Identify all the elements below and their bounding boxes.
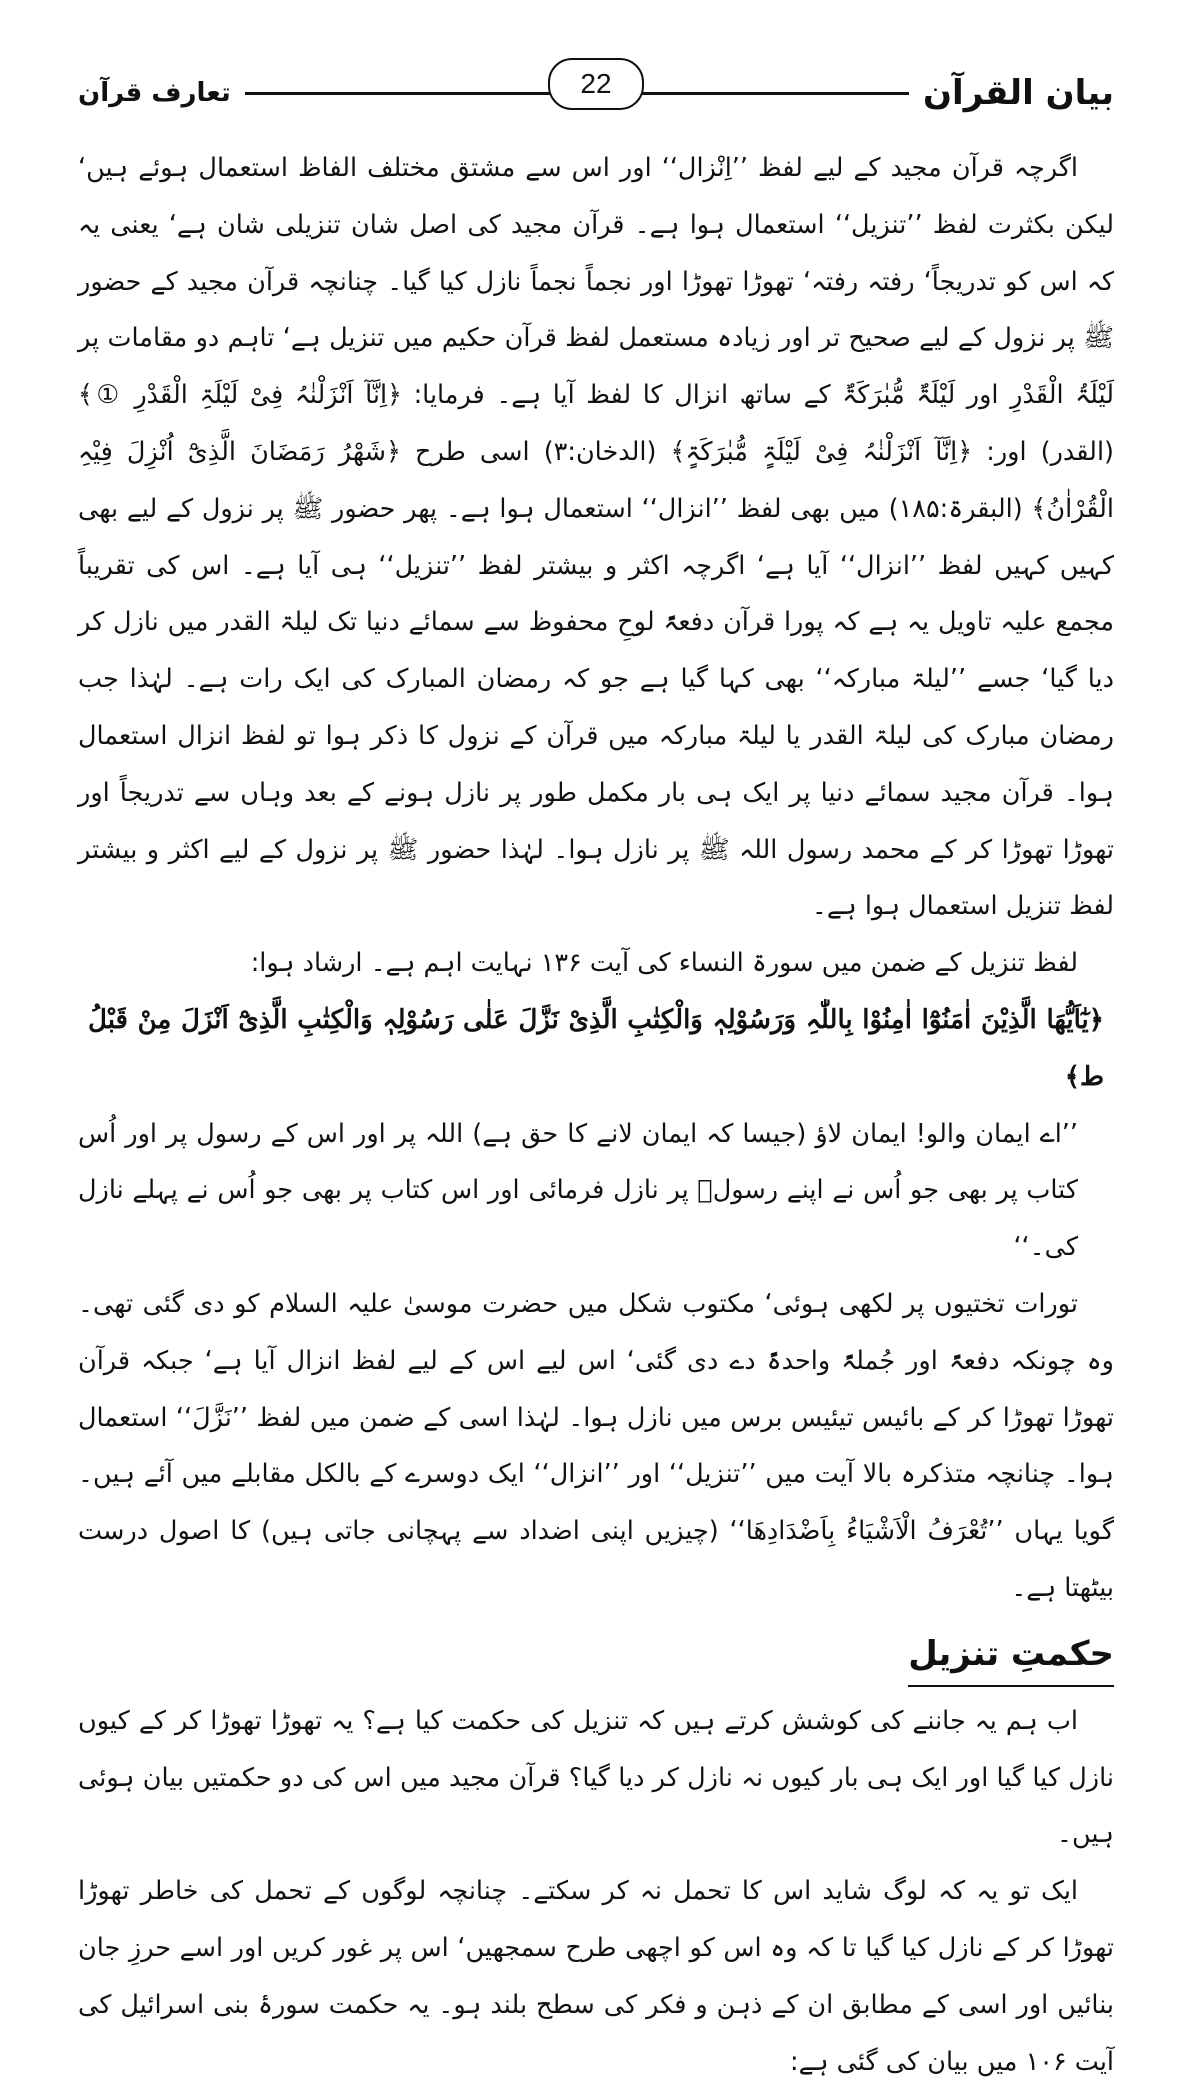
page-number: 22 xyxy=(548,58,644,110)
chapter-title: تعارف قرآن xyxy=(78,78,231,108)
paragraph-wisdom-first: ایک تو یہ کہ لوگ شاید اس کا تحمل نہ کر سکتے۔ چنانچہ لوگوں کے تحمل کی خاطر تھوڑا تھوڑا کر کے نازل کیا گیا تا کہ وہ اس کو اچھی طرح سمجھیں‘ اس پر غور کریں اور اسے حرزِ جان بنائیں اور اسی کے مطابق ان کے ذہن و فکر کی سطح بلند ہو۔ یہ حکمت سورۂ بنی اسرائیل کی آیت ۱۰۶ میں بیان کی گئی ہے: xyxy=(78,1876,1114,2077)
quran-verse: ﴿یٰٓاَیُّھَا الَّذِیْنَ اٰمَنُوْٓا اٰمِنُوْا بِاللّٰہِ وَرَسُوْلِہٖ وَالْکِتٰبِ الَّذِیْ نَزَّلَ عَلٰی رَسُوْلِہٖ وَالْکِتٰبِ الَّذِیْٓ اَنْزَلَ مِنْ قَبْلُ ط﴾ xyxy=(88,1004,1104,1092)
page-content xyxy=(78,140,1114,2090)
book-title: بیان القرآن xyxy=(923,73,1114,113)
section-heading: حکمتِ تنزیل xyxy=(908,1623,1114,1687)
paragraph-surah-nisa: لفظ تنزیل کے ضمن میں سورۃ النساء کی آیت ۱۳۶ نہایت اہم ہے۔ ارشاد ہوا: xyxy=(250,948,1078,979)
verse-translation: ’’اے ایمان والو! ایمان لاؤ (جیسا کہ ایمان لانے کا حق ہے) اللہ پر اور اس کے رسول پر اور اُس کتاب پر بھی جو اُس نے اپنے رسولؐ پر نازل فرمائی اور اس کتاب پر بھی جو اُس نے پہلے نازل کی۔‘‘ xyxy=(78,1118,1078,1263)
paragraph-wisdom-question: اب ہم یہ جاننے کی کوشش کرتے ہیں کہ تنزیل کی حکمت کیا ہے؟ یہ تھوڑا تھوڑا کر کے کیوں نازل کیا گیا اور ایک ہی بار کیوں نہ نازل کر دیا گیا؟ قرآن مجید میں اس کی دو حکمتیں بیان ہوئی ہیں۔ xyxy=(78,1705,1114,1850)
paragraph-torah: تورات تختیوں پر لکھی ہوئی‘ مکتوب شکل میں حضرت موسیٰ علیہ السلام کو دی گئی تھی۔ وہ چونکہ دفعۃً اور جُملۃً واحدۃً دے دی گئی‘ اس لیے اس کے لیے لفظ انزال آیا ہے‘ جبکہ قرآن تھوڑا تھوڑا کر کے بائیس تیئیس برس میں نازل ہوا۔ لہٰذا اسی کے ضمن میں لفظ ’’نَزَّلَ‘‘ استعمال ہوا۔ چنانچہ متذکرہ بالا آیت میں ’’تنزیل‘‘ اور ’’انزال‘‘ ایک دوسرے کے بالکل مقابلے میں آئے ہیں۔ گویا یہاں ’’تُعْرَفُ الْاَشْیَاءُ بِاَضْدَادِھَا‘‘ (چیزیں اپنی اضداد سے پہچانی جاتی ہیں) کا اصول درست بیٹھتا ہے۔ xyxy=(78,1288,1114,1603)
paragraph-intro: اگرچہ قرآن مجید کے لیے لفظ ’’اِنْزال‘‘ اور اس سے مشتق مختلف الفاظ استعمال ہوئے ہیں‘ لیکن بکثرت لفظ ’’تنزیل‘‘ استعمال ہوا ہے۔ قرآن مجید کی اصل شان تنزیلی شان ہے‘ یعنی یہ کہ اس کو تدریجاً‘ رفتہ رفتہ‘ تھوڑا تھوڑا اور نجماً نجماً نازل کیا گیا۔ چنانچہ قرآن مجید کے حضور ﷺ پر نزول کے لیے صحیح تر اور زیادہ مستعمل لفظ قرآن حکیم میں تنزیل ہے‘ تاہم دو مقامات پر لَیْلَۃُ الْقَدْرِ اور لَیْلَۃٌ مُّبٰرَکَۃٌ کے ساتھ انزال کا لفظ آیا ہے۔ فرمایا: ﴿اِنَّآ اَنْزَلْنٰہُ فِیْ لَیْلَۃِ الْقَدْرِ ①﴾ (القدر) اور: ﴿اِنَّآ اَنْزَلْنٰہُ فِیْ لَیْلَۃٍ مُّبٰرَکَۃٍ﴾ (الدخان:۳) اسی طرح ﴿شَھْرُ رَمَضَانَ الَّذِیْٓ اُنْزِلَ فِیْہِ الْقُرْاٰنُ﴾ (البقرۃ:۱۸۵) میں بھی لفظ ’’انزال‘‘ استعمال ہوا ہے۔ پھر حضور ﷺ پر نزول کے لیے بھی کہیں کہیں لفظ ’’انزال‘‘ آیا ہے‘ اگرچہ اکثر و بیشتر لفظ ’’تنزیل‘‘ ہی آیا ہے۔ اس کی تقریباً مجمع علیہ تاویل یہ ہے کہ پورا قرآن دفعۃً لوحِ محفوظ سے سمائے دنیا تک لیلۃ القدر میں نازل کر دیا گیا‘ جسے ’’لیلۃ مبارکہ‘‘ بھی کہا گیا ہے جو کہ رمضان المبارک کی ایک رات ہے۔ لہٰذا جب رمضان مبارک کی لیلۃ القدر یا لیلۃ مبارکہ میں قرآن کے نزول کا ذکر ہوا تو لفظ انزال استعمال ہوا۔ قرآن مجید سمائے دنیا پر ایک ہی بار مکمل طور پر نازل ہونے کے بعد وہاں سے تدریجاً اور تھوڑا تھوڑا کر کے محمد رسول اللہ ﷺ پر نازل ہوا۔ لہٰذا حضور ﷺ پر نزول کے لیے اکثر و بیشتر لفظ تنزیل استعمال ہوا ہے۔ xyxy=(78,153,1114,922)
